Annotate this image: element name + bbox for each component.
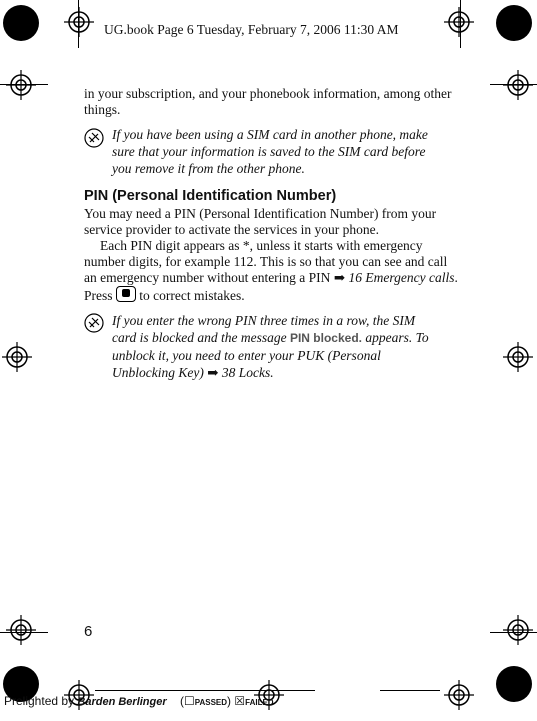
page-number: 6 bbox=[84, 623, 93, 640]
crop-mark bbox=[0, 632, 48, 633]
crosshair-target-icon bbox=[2, 342, 32, 372]
crop-mark bbox=[380, 690, 440, 691]
cross-reference-locks: 38 Locks bbox=[221, 365, 271, 380]
pin-paragraph-2-start: Each PIN digit appears as *, unless it starts with emergency number digits, for example 112. This is so that you can see and call an emergency number without entering a PIN bbox=[84, 238, 448, 285]
note-sim-card: If you have been using a SIM card in another phone, make sure that your information is saved to the SIM card before you remove it from the other phone. bbox=[112, 127, 428, 176]
footer-mark-failed: FAILED bbox=[245, 698, 274, 707]
corner-registration-dot bbox=[496, 5, 532, 41]
intro-paragraph: in your subscription, and your phonebook information, among other things. bbox=[84, 86, 452, 117]
crosshair-target-icon bbox=[503, 342, 533, 372]
crop-mark bbox=[490, 84, 537, 85]
pin-paragraph-2 bbox=[84, 238, 459, 304]
note-2-start: If you enter the wrong PIN three times in a row, the SIM card is blocked and the message bbox=[112, 313, 416, 345]
cross-reference-emergency: 16 Emergency calls bbox=[348, 270, 455, 285]
crosshair-target-icon bbox=[6, 70, 36, 100]
note-2-mid: appears. To unblock it, you need to enter your PUK (Personal Unblocking Key) bbox=[112, 330, 429, 380]
crosshair-target-icon bbox=[503, 615, 533, 645]
crosshair-target-icon bbox=[503, 70, 533, 100]
crop-mark bbox=[0, 84, 48, 85]
crop-mark bbox=[78, 0, 79, 48]
arrow-right-icon: ➡ bbox=[333, 270, 349, 285]
preflight-footer: Prelighted by Barden Berlinger (☐PASSED) ☒FAILED bbox=[4, 694, 274, 708]
crosshair-target-icon bbox=[444, 680, 474, 710]
corner-registration-dot bbox=[3, 5, 39, 41]
corner-registration-dot bbox=[496, 666, 532, 702]
print-header: UG.book Page 6 Tuesday, February 7, 2006 11:30 AM bbox=[104, 22, 399, 37]
note-2-end: . bbox=[270, 365, 274, 380]
tip-icon bbox=[84, 313, 104, 333]
crop-mark bbox=[95, 690, 315, 691]
section-heading: PIN (Personal Identification Number) bbox=[84, 188, 337, 204]
crosshair-target-icon bbox=[444, 7, 474, 37]
footer-prefix: Prelighted by bbox=[4, 694, 75, 708]
tip-icon bbox=[84, 128, 104, 148]
crosshair-target-icon bbox=[6, 615, 36, 645]
crop-mark bbox=[460, 0, 461, 48]
pin-blocked-message: PIN blocked. bbox=[289, 331, 362, 345]
note-pin-blocked bbox=[112, 312, 442, 381]
pin-paragraph-1: You may need a PIN (Personal Identification Number) from your service provider to activate the services in your phone. bbox=[84, 206, 437, 237]
clear-key-icon bbox=[116, 286, 136, 302]
arrow-right-icon: ➡ bbox=[207, 365, 222, 380]
crop-mark bbox=[490, 632, 537, 633]
footer-brand: Barden Berlinger bbox=[77, 696, 167, 708]
pin-paragraph-2-mid: . Press bbox=[84, 270, 458, 303]
crosshair-target-icon bbox=[64, 7, 94, 37]
pin-paragraph-2-end: to correct mistakes. bbox=[135, 288, 245, 303]
footer-mark-passed: PASSED bbox=[194, 698, 228, 707]
